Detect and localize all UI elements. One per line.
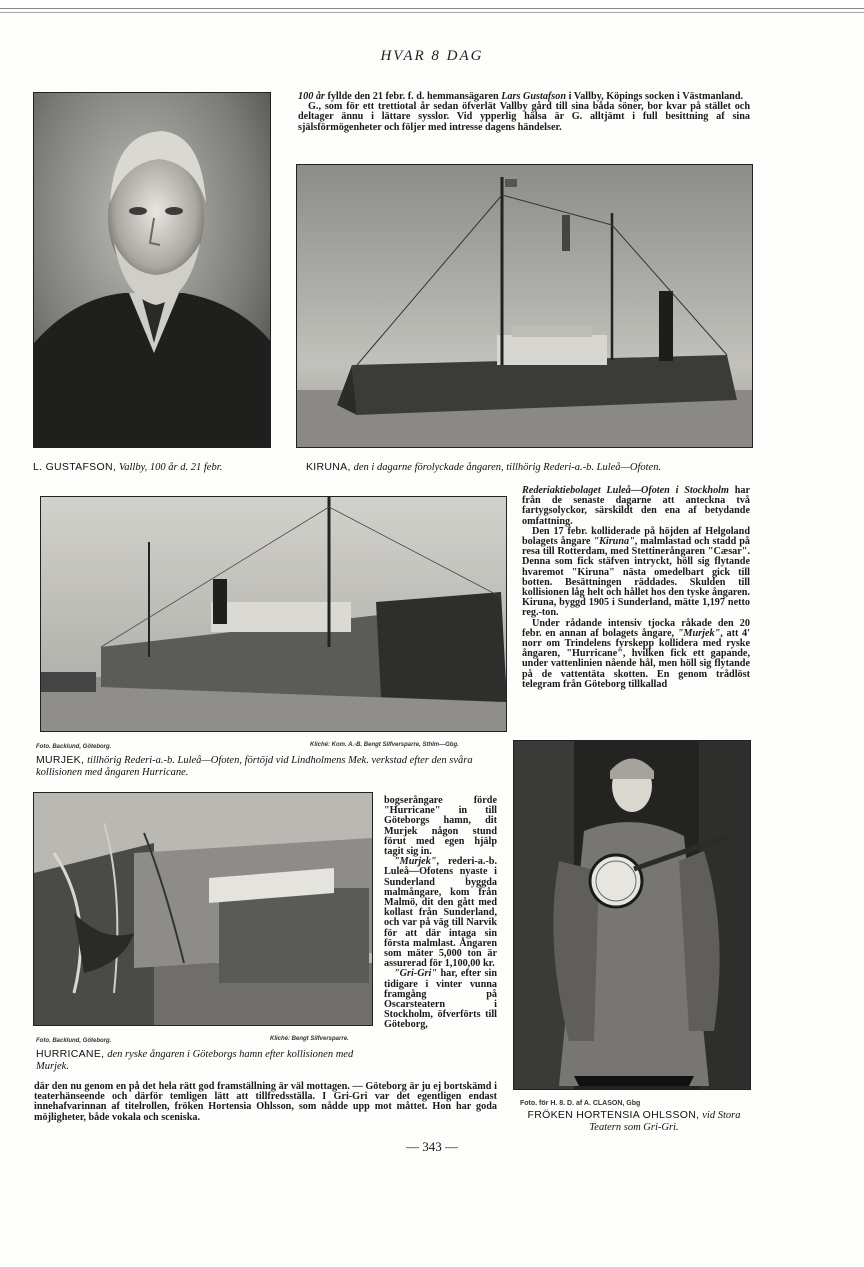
p3-b: , att 4' norr om Trindelens fyrskepp kollidera med ryske ångaren, "Hurricane", hvilken fick ett gapande, under vattenlinien nående hål, men höll sig flytande på de vattentäta skotten. En genom trådlöst telegram från Göteborg tillkallad [522, 627, 750, 690]
gustafson-caption [33, 462, 273, 474]
ship-image [297, 165, 753, 448]
p2-a: Den 17 febr. kolliderade på höjden af Helgoland bolagets ångare [522, 525, 750, 548]
p3-ship: "Murjek" [677, 627, 721, 639]
caption-name: HURRICANE, [36, 1048, 105, 1060]
hurricane-photo [33, 792, 373, 1026]
caption-desc: vid Stora Teatern som Gri-Gri. [589, 1110, 741, 1133]
caption-name: L. GUSTAFSON, [33, 461, 117, 473]
kiruna-photo [296, 164, 753, 448]
page-title: HVAR 8 DAG [380, 48, 484, 64]
hurricane-caption [36, 1049, 366, 1072]
ship-image [41, 497, 507, 732]
gustafson-paragraph-2: G., som för ett trettiotal år sedan öfverlät Vallby gård till sina båda söner, bor kvar på stället och deltager ännu i lättare sysslor. Vid ypperlig hälsa är G. alltjämt i full besittning af sina själsförmögenheter och följer med intresse dagens händelser. [298, 101, 750, 133]
caption-name: KIRUNA, [306, 461, 351, 473]
hurricane-credit-left: Foto. Backlund, Göteborg. [36, 1038, 112, 1044]
intro-rest-1: fyllde den 21 febr. f. d. hemmansägaren [324, 91, 502, 102]
top-rule [0, 8, 864, 9]
ohlsson-credit: Foto. för H. 8. D. af A. CLASON, Gbg [520, 1100, 641, 1107]
article-paragraph-2 [522, 527, 750, 619]
caption-desc: den ryske ångaren i Göteborgs hamn efter kollisionen med Murjek. [36, 1049, 354, 1072]
hurricane-credit-right: Kliché: Bengt Silfversparre. [270, 1036, 349, 1042]
accident-article [522, 486, 750, 690]
p5-rest: , rederi-a.-b. Luleå—Ofotens nyaste i Sunderland byggda malmångare, kom från Malmö, dit den gått med kollast från Sunderland, och var på väg till Narvik för att där intaga sin första malmlast. Ångaren som mäter 5,000 ton är assurerad för 1,100,00 kr. [384, 856, 497, 970]
caption-desc: den i dagarne förolyckade ångaren, tillhörig Rederi-a.-b. Luleå—Ofoten. [353, 462, 662, 473]
murjek-credit-right: Kliché: Kom. A.-B. Bengt Silfversparre, Sthlm—Gbg. [310, 742, 459, 748]
hurricane-article [384, 796, 497, 1031]
caption-desc: Vallby, 100 år d. 21 febr. [118, 462, 223, 473]
caption-name: FRÖKEN HORTENSIA OHLSSON, [527, 1109, 700, 1121]
p2-b: , malmlastad och stadd på resa till Rotterdam, med Stettinerångaren "Cæsar". Denna som fick stäfven intryckt, höll sig flytande hvaremot "Kiruna" nästa omedelbart gick till botten. Besättningen räddades. Skulden till kollisionen låg helt och hållet hos den tyske ångaren. Kiruna, byggd 1905 i Sunderland, mätte 1,197 netto reg.-ton. [522, 536, 751, 619]
caption-desc: tillhörig Rederi-a.-b. Luleå—Ofoten, förtöjd vid Lindholmens Mek. verkstad efter den svåra kollisionen med ångaren Hurricane. [36, 755, 473, 778]
article-paragraph-3 [522, 619, 750, 690]
article-paragraph-7: där den nu genom en på det hela rätt god framställning är väl mottagen. — Göteborg är ju ej bortskämd i teaterhänseende och därför temligen lätt att tillfredsställa. I Gri-Gri var det egentligen endast innehafvarinnan af titelrollen, fröken Hortensia Ohlsson, som nådde upp mot måttet. Hon har goda möjligheter, både vokala och sceniska. [34, 1081, 497, 1123]
gri-gri-article [34, 1082, 497, 1123]
intro-lead: 100 år [298, 91, 325, 102]
top-rule-2 [0, 12, 864, 13]
intro-rest-2: i Vallby, Köpings socken i Västmanland. [566, 91, 744, 102]
p5-ship: "Murjek" [394, 856, 437, 868]
gustafson-portrait [33, 92, 271, 448]
ohlsson-caption [518, 1110, 750, 1133]
p3-a: Under rådande intensiv tjocka råkade den 20 febr. en annan af bolagets ångare, [522, 617, 750, 639]
gustafson-article [298, 92, 750, 133]
p6-rest: har, efter sin tidigare i vinter vunna framgång på Oscarsteatern i Stockholm, öfverförts till Göteborg, [384, 968, 497, 1031]
article-paragraph-4: bogserångare förde "Hurricane" in till Göteborgs hamn, dit Murjek någon stund förut med egen hjälp tagit sig in. [384, 795, 497, 858]
ship-image [34, 793, 373, 1026]
portrait-image [514, 741, 751, 1090]
article-paragraph-5 [384, 857, 497, 969]
caption-name: MURJEK, [36, 754, 85, 766]
kiruna-caption [306, 462, 761, 474]
p1-rest: har från de senaste dagarne att anteckna två fartygsolyckor, särskildt den ena af betydande omfattning. [522, 485, 750, 527]
article-paragraph-6 [384, 969, 497, 1030]
portrait-image [34, 93, 271, 448]
p2-ship: "Kiruna" [593, 536, 635, 548]
page-number: — 343 — [406, 1139, 458, 1154]
murjek-photo [40, 496, 507, 732]
p6-lead: "Gri-Gri" [394, 968, 438, 980]
intro-name: Lars Gustafson [501, 91, 567, 102]
p1-lead: Rederiaktiebolaget Luleå—Ofoten i Stockholm [522, 485, 729, 496]
ohlsson-photo [513, 740, 751, 1090]
murjek-caption [36, 755, 506, 778]
article-paragraph-1 [522, 486, 750, 527]
murjek-credit-left: Foto. Backlund, Göteborg. [36, 744, 112, 750]
